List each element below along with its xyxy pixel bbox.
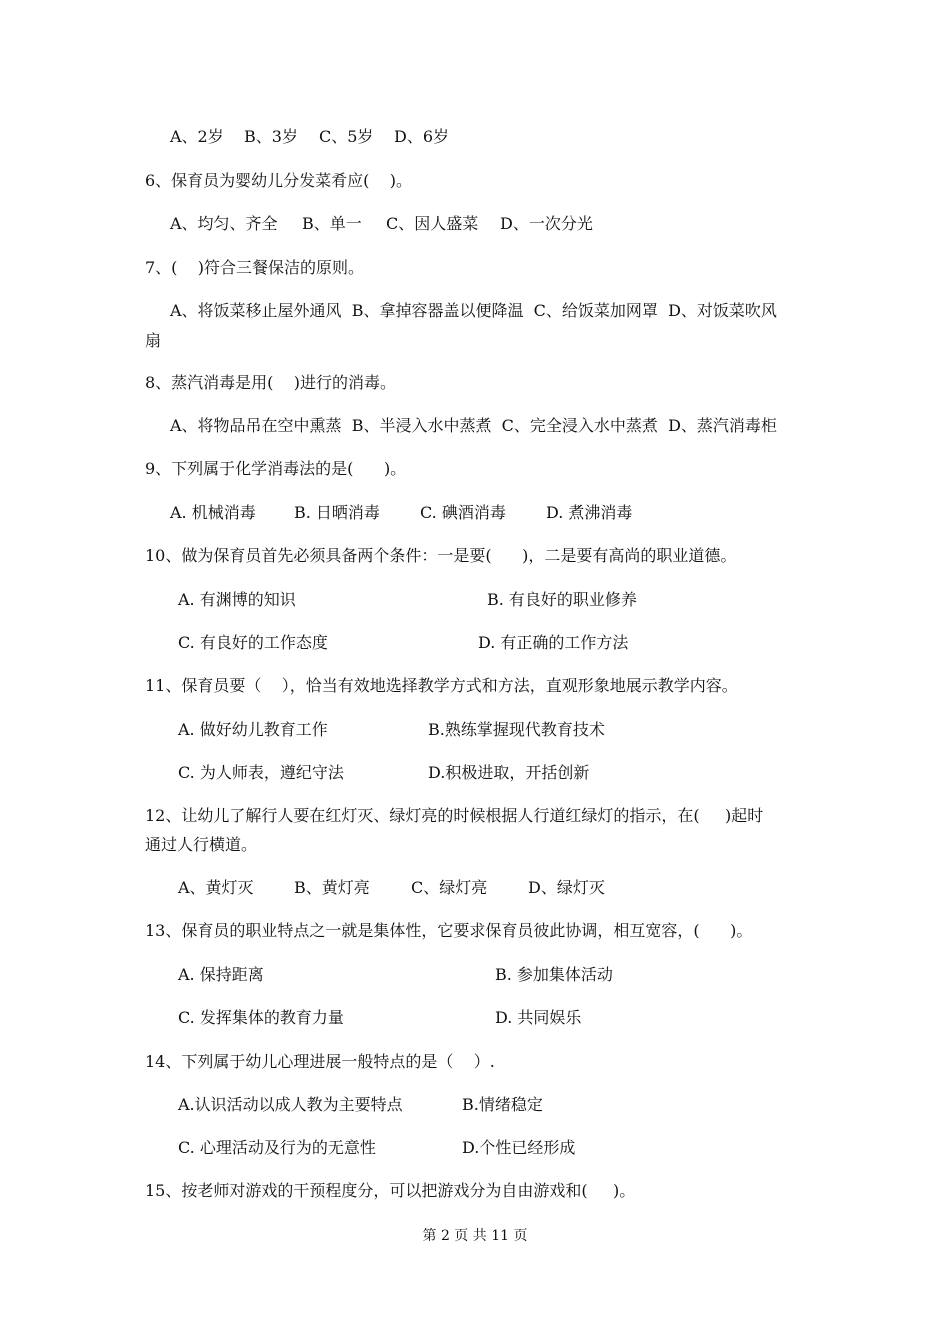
q5-option-d: D、6岁 [394, 127, 450, 146]
q9-stem: 9、下列属于化学消毒法的是( )。 [145, 459, 407, 478]
q6-option-c: C、因人盛菜 [386, 214, 479, 233]
q14-option-b: B.情绪稳定 [462, 1095, 543, 1114]
q6-option-a: A、均匀、齐全 [170, 214, 278, 233]
q12-option-d: D、绿灯灭 [528, 878, 605, 897]
q11-stem: 11、保育员要（ ），恰当有效地选择教学方式和方法，直观形象地展示教学内容。 [145, 676, 738, 695]
q14-option-d: D.个性已经形成 [462, 1138, 576, 1157]
q15-stem: 15、按老师对游戏的干预程度分，可以把游戏分为自由游戏和( )。 [145, 1181, 636, 1200]
q12-option-b: B、黄灯亮 [294, 878, 370, 897]
q14-option-c: C. 心理活动及行为的无意性 [178, 1138, 376, 1157]
q11-option-c: C. 为人师表，遵纪守法 [178, 763, 344, 782]
q5-option-a: A、2岁 [170, 127, 224, 146]
q10-stem: 10、做为保育员首先必须具备两个条件：一是要( )，二是要有高尚的职业道德。 [145, 546, 737, 565]
q7-options-wrap: 扇 [145, 331, 162, 350]
q13-option-d: D. 共同娱乐 [495, 1008, 582, 1027]
q5-option-c: C、5岁 [319, 127, 374, 146]
q13-stem: 13、保育员的职业特点之一就是集体性，它要求保育员彼此协调，相互宽容，( )。 [145, 921, 753, 940]
q11-option-a: A. 做好幼儿教育工作 [178, 720, 328, 739]
q9-option-b: B. 日晒消毒 [294, 503, 380, 522]
q6-stem: 6、保育员为婴幼儿分发菜肴应( )。 [145, 171, 413, 190]
q9-option-d: D. 煮沸消毒 [546, 503, 633, 522]
q12-stem: 12、让幼儿了解行人要在红灯灭、绿灯亮的时候根据人行道红绿灯的指示，在( )起时 [145, 806, 764, 825]
q9-option-c: C. 碘酒消毒 [420, 503, 506, 522]
q11-option-b: B.熟练掌握现代教育技术 [428, 720, 605, 739]
q7-stem: 7、( )符合三餐保洁的原则。 [145, 258, 365, 277]
q11-option-d: D.积极进取，开括创新 [428, 763, 590, 782]
q12-option-c: C、绿灯亮 [411, 878, 488, 897]
q12-stem-wrap: 通过人行横道。 [145, 835, 258, 854]
q7-options: A、将饭菜移止屋外通风 B、拿掉容器盖以便降温 C、给饭菜加网罩 D、对饭菜吹风 [170, 301, 777, 320]
page-footer: 第 2 页 共 11 页 [422, 1228, 528, 1244]
q13-option-a: A. 保持距离 [178, 965, 264, 984]
q14-option-a: A.认识活动以成人教为主要特点 [178, 1095, 403, 1114]
q8-options: A、将物品吊在空中熏蒸 B、半浸入水中蒸煮 C、完全浸入水中蒸煮 D、蒸汽消毒柜 [170, 416, 777, 435]
q10-option-c: C. 有良好的工作态度 [178, 633, 328, 652]
q8-stem: 8、蒸汽消毒是用( )进行的消毒。 [145, 373, 397, 392]
q10-option-a: A. 有渊博的知识 [178, 590, 296, 609]
q13-option-c: C. 发挥集体的教育力量 [178, 1008, 344, 1027]
q13-option-b: B. 参加集体活动 [495, 965, 613, 984]
q9-option-a: A. 机械消毒 [170, 503, 256, 522]
q5-option-b: B、3岁 [244, 127, 298, 146]
q14-stem: 14、下列属于幼儿心理进展一般特点的是（ ）. [145, 1052, 495, 1071]
q12-option-a: A、黄灯灭 [178, 878, 254, 897]
q10-option-d: D. 有正确的工作方法 [478, 633, 629, 652]
q6-option-d: D、一次分光 [500, 214, 593, 233]
q10-option-b: B. 有良好的职业修养 [487, 590, 637, 609]
q6-option-b: B、单一 [302, 214, 362, 233]
